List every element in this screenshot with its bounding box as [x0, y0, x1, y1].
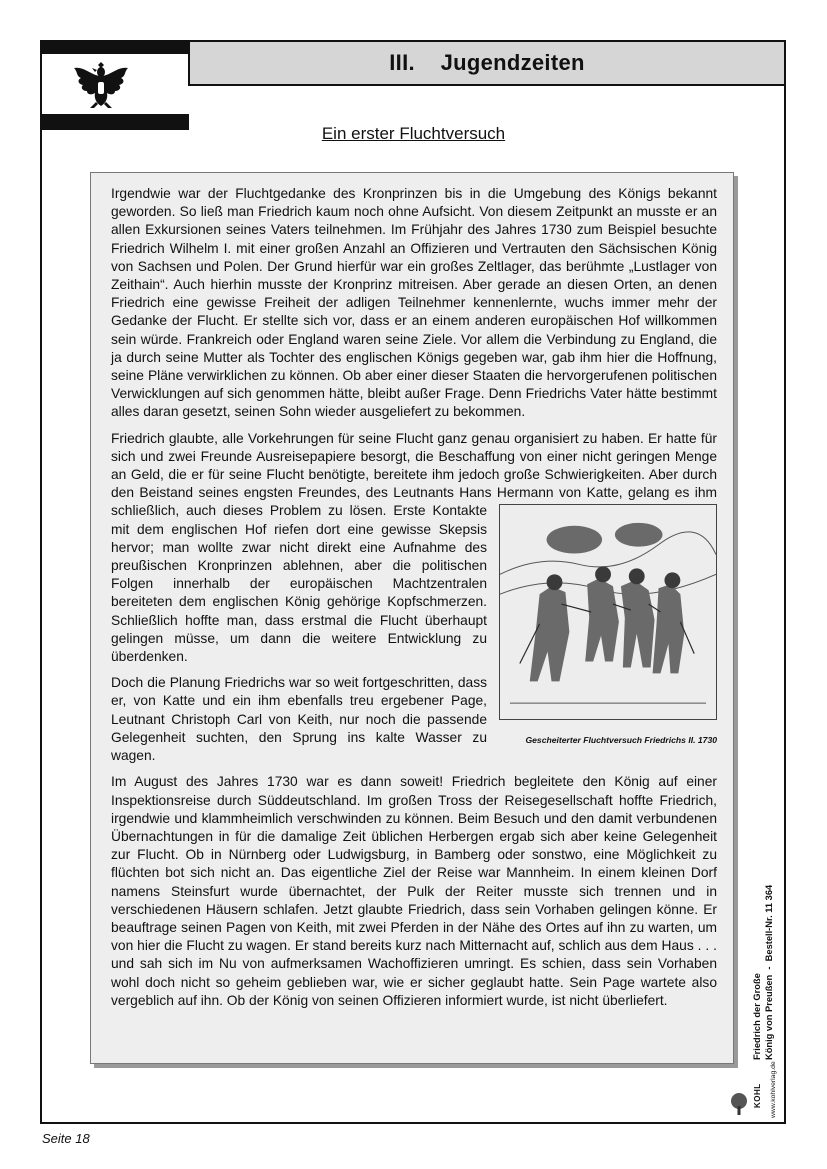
illustration-figure: [499, 504, 717, 748]
page-number: Seite 18: [42, 1131, 90, 1146]
publisher-logo: KOHL: [753, 1083, 762, 1108]
text-box: [90, 172, 734, 1064]
prussian-eagle-icon: [72, 58, 130, 112]
publisher-tree-icon: [729, 1092, 749, 1116]
paragraph-3: Doch die Planung Friedrichs war so weit fortgeschritten, dass er, von Katte und ein ihm ebenfalls treu ergebener Page, Leutnant Christoph Carl von Keith, nur noch die passende Gelegenheit suchten, den Sprung ins kalte Wasser zu wagen.: [111, 675, 487, 764]
book-title: Friedrich der Große: [752, 973, 762, 1060]
paragraph-4: Im August des Jahres 1730 war es dann soweit! Friedrich begleitete den König auf einer Inspektionsreise durch Süddeutschland. Im großen Tross der Reisegesellschaft hoffte Friedrich, irgendwie und klammheimlich verschwinden zu können. Beim Besuch und den damit verbundenen Übernachtungen in für die damalige Zeit üblichen Herbergen ergab sich aber keine Gelegenheit zur Flucht. Ob in Nürnberg oder Ludwigsburg, in Bamberg oder sonstwo, eine Möglichkeit zu flüchten bot sich nicht an. Das eigentliche Ziel der Reise war Mannheim. In einem kleinen Dorf namens Steinsfurt wurde übernachtet, der Pulk der Reiter musste sich trennen und in verschiedenen Häusern schlafen. Jetzt glaubte Friedrich, dass sein Vorhaben gelingen könne. Er beauftrage seinen Pagen von Keith, mit zwei Pferden in der Nähe des Ortes auf ihn zu warten, um von hier die Flucht zu wagen. Er stand bereits kurz nach Mitternacht auf, schlich aus dem Haus . . . und sah sich im Nu von aufmerksamen Wachoffizieren umringt. Es schien, dass sein Vorhaben wohl doch nicht so geheim geblieben war, wie er sicher geglaubt hatte. Sein Page wartete also vergeblich auf ihn. Ob der König von seinen Offizieren informiert wurde, ist nicht überliefert.: [111, 774, 717, 1008]
flight-attempt-illustration: [499, 504, 717, 720]
paragraph-1: Irgendwie war der Fluchtgedanke des Kronprinzen bis in die Umgebung des Königs bekannt geworden. So ließ man Friedrich kaum noch ohne Aufsicht. Von diesem Zeitpunkt an musste er an allen Exkursionen seines Vaters teilnehmen. Im Frühjahr des Jahres 1730 zum Beispiel besuchte Friedrich Wilhelm I. mit einer großen Anzahl an Offizieren und Vertrauten den Sächsischen König von Sachsen und Polen. Der Grund hierfür war ein großes Zeltlager, das berühmte „Lustlager von Zeithain“. Auch hierhin musste der Kronprinz mitreisen. Aber gerade an diesen Orten, an denen Friedrich eine gewisse Freiheit der adligen Teilnehmer kennenlernte, wuchs immer mehr der Gedanke der Flucht. Er stellte sich vor, dass er an einem anderen europäischen Hof willkommen sein würde. Frankreich oder England waren seine Ziele. Vor allem die Verbindung zu England, die ja durch seine Mutter als Tochter des englischen Königs gegeben war, gab ihm hier die Hoffnung, seine Pläne verwirklichen zu können. Ob aber einer dieser Staaten die hervorgerufenen politischen Verwicklungen auf sich genommen hätte, bleibt außer Frage. Denn Friedrichs Vater hätte bestimmt alles daran gesetzt, seinen Sohn wieder ausgeliefert zu bekommen.: [111, 186, 717, 420]
figure-caption: Gescheiterter Fluchtversuch Friedrichs II. 1730: [525, 734, 717, 745]
chapter-title-bar: [188, 40, 786, 86]
chapter-title: III. Jugendzeiten: [389, 50, 585, 75]
paragraph-2: Friedrich glaubte, alle Vorkehrungen für seine Flucht ganz genau organisiert zu haben. Er hatte für sich und zwei Freunde Ausreisepapiere besorgt, die Beschaffung von einer nicht geringen Menge an Geld, die er für seine Flucht benötigte, bereitete ihm jedoch große Schwierigkeiten. Aber durch den Beistand seines engsten Freundes, des Leutnants Hans Hermann von Katte, gelang es ihm schließlich, auch dieses Problem zu lösen. Erste Kon Gescheiterter Fluchtversuch Friedrichs II. 1730 takte mit dem englischen Hof riefen dort eine gewisse Skepsis hervor; man wollte zwar nicht direkt eine Aufnahme des preußischen Kronprinzen ablehnen, aber die politischen Folgen innerhalb der europäischen Machtzentralen bereiteten dem englischen König gehörige Kopfschmerzen. Schließlich hoffte man, dass erstmal die Flucht überhaupt gelingen müsse, um dann die weitere Entwicklung zu überdenken.: [111, 430, 717, 667]
publisher-url: www.kohlverlag.de: [770, 1061, 777, 1118]
section-subtitle: Ein erster Fluchtversuch: [321, 124, 506, 143]
book-subtitle-line: König von Preußen - Bestell-Nr. 11 364: [764, 884, 774, 1060]
text-content: [111, 185, 717, 1010]
